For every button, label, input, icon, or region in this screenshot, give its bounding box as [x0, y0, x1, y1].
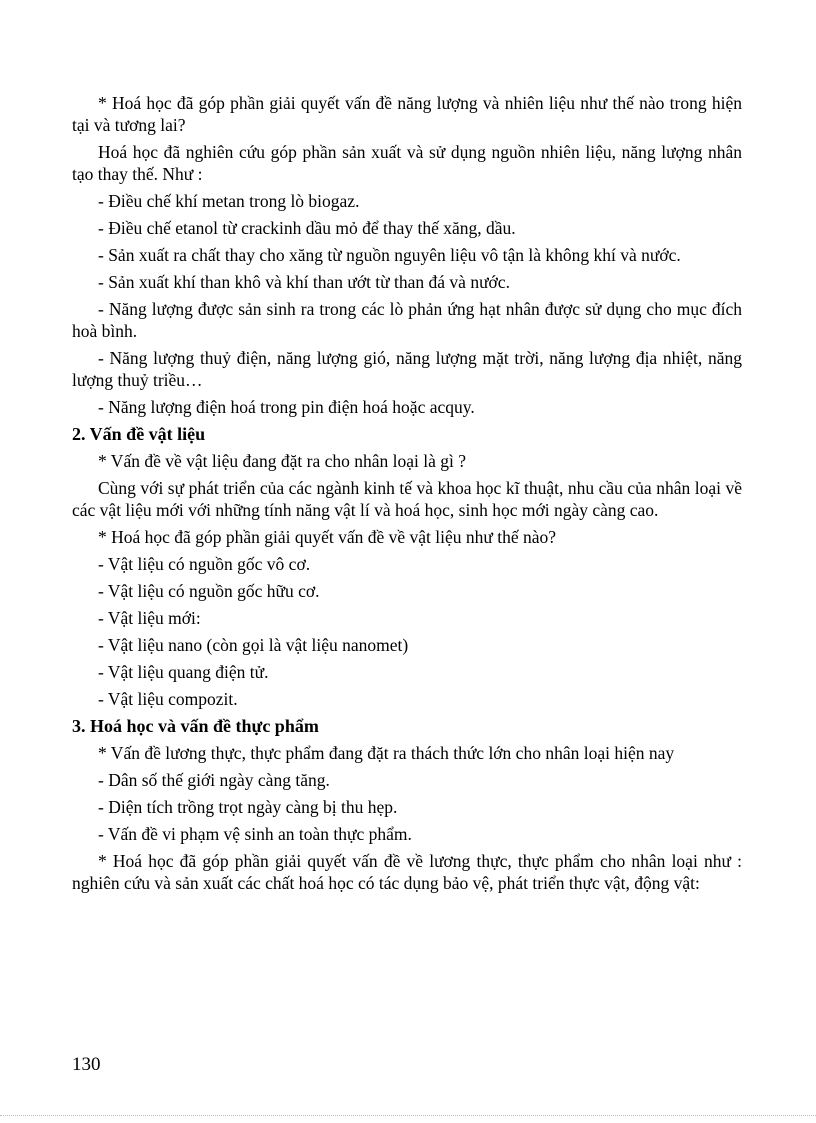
energy-item: - Điều chế khí metan trong lò biogaz.	[98, 191, 360, 211]
section-heading-food: 3. Hoá học và vấn đề thực phẩm	[72, 716, 319, 736]
energy-item: - Sản xuất khí than khô và khí than ướt từ than đá và nước.	[98, 272, 510, 292]
page-number: 130	[72, 1054, 101, 1075]
materials-solution-question: * Hoá học đã góp phần giải quyết vấn đề về vật liệu như thế nào?	[98, 527, 557, 547]
energy-intro: Hoá học đã nghiên cứu góp phần sản xuất và sử dụng nguồn nhiên liệu, năng lượng nhân tạo thay thế. Như :	[72, 142, 742, 184]
page-body	[72, 92, 742, 899]
energy-item: - Năng lượng được sản sinh ra trong các lò phản ứng hạt nhân được sử dụng cho mục đích hoà bình.	[72, 299, 742, 341]
energy-item: - Năng lượng điện hoá trong pin điện hoá hoặc acquy.	[98, 397, 475, 417]
materials-item: - Vật liệu quang điện tử.	[98, 662, 269, 682]
materials-item: - Vật liệu compozit.	[98, 689, 238, 709]
section-heading-materials: 2. Vấn đề vật liệu	[72, 424, 206, 444]
food-solution-question: * Hoá học đã góp phần giải quyết vấn đề về lương thực, thực phẩm cho nhân loại như : nghiên cứu và sản xuất các chất hoá học có tác dụng bảo vệ, phát triển thực vật, động vật:	[72, 851, 742, 893]
food-item: - Diện tích trồng trọt ngày càng bị thu hẹp.	[98, 797, 398, 817]
energy-item: - Điều chế etanol từ crackinh dầu mỏ để thay thế xăng, dầu.	[98, 218, 516, 238]
materials-answer: Cùng với sự phát triển của các ngành kinh tế và khoa học kĩ thuật, nhu cầu của nhân loại về các vật liệu mới với những tính năng vật lí và hoá học, sinh học mới ngày càng cao.	[72, 478, 742, 520]
materials-item: - Vật liệu mới:	[98, 608, 201, 628]
food-item: - Vấn đề vi phạm vệ sinh an toàn thực phẩm.	[98, 824, 412, 844]
materials-item: - Vật liệu có nguồn gốc vô cơ.	[98, 554, 311, 574]
energy-item: - Sản xuất ra chất thay cho xăng từ nguồn nguyên liệu vô tận là không khí và nước.	[98, 245, 681, 265]
food-question: * Vấn đề lương thực, thực phẩm đang đặt ra thách thức lớn cho nhân loại hiện nay	[98, 743, 675, 763]
bottom-dotted-divider	[0, 1115, 816, 1116]
materials-item: - Vật liệu có nguồn gốc hữu cơ.	[98, 581, 320, 601]
food-item: - Dân số thế giới ngày càng tăng.	[98, 770, 330, 790]
materials-item: - Vật liệu nano (còn gọi là vật liệu nanomet)	[98, 635, 409, 655]
energy-item: - Năng lượng thuỷ điện, năng lượng gió, năng lượng mặt trời, năng lượng địa nhiệt, năng lượng thuỷ triều…	[72, 348, 742, 390]
energy-solution-question: * Hoá học đã góp phần giải quyết vấn đề năng lượng và nhiên liệu như thế nào trong hiện tại và tương lai?	[72, 93, 742, 135]
materials-question: * Vấn đề về vật liệu đang đặt ra cho nhân loại là gì ?	[98, 451, 467, 471]
